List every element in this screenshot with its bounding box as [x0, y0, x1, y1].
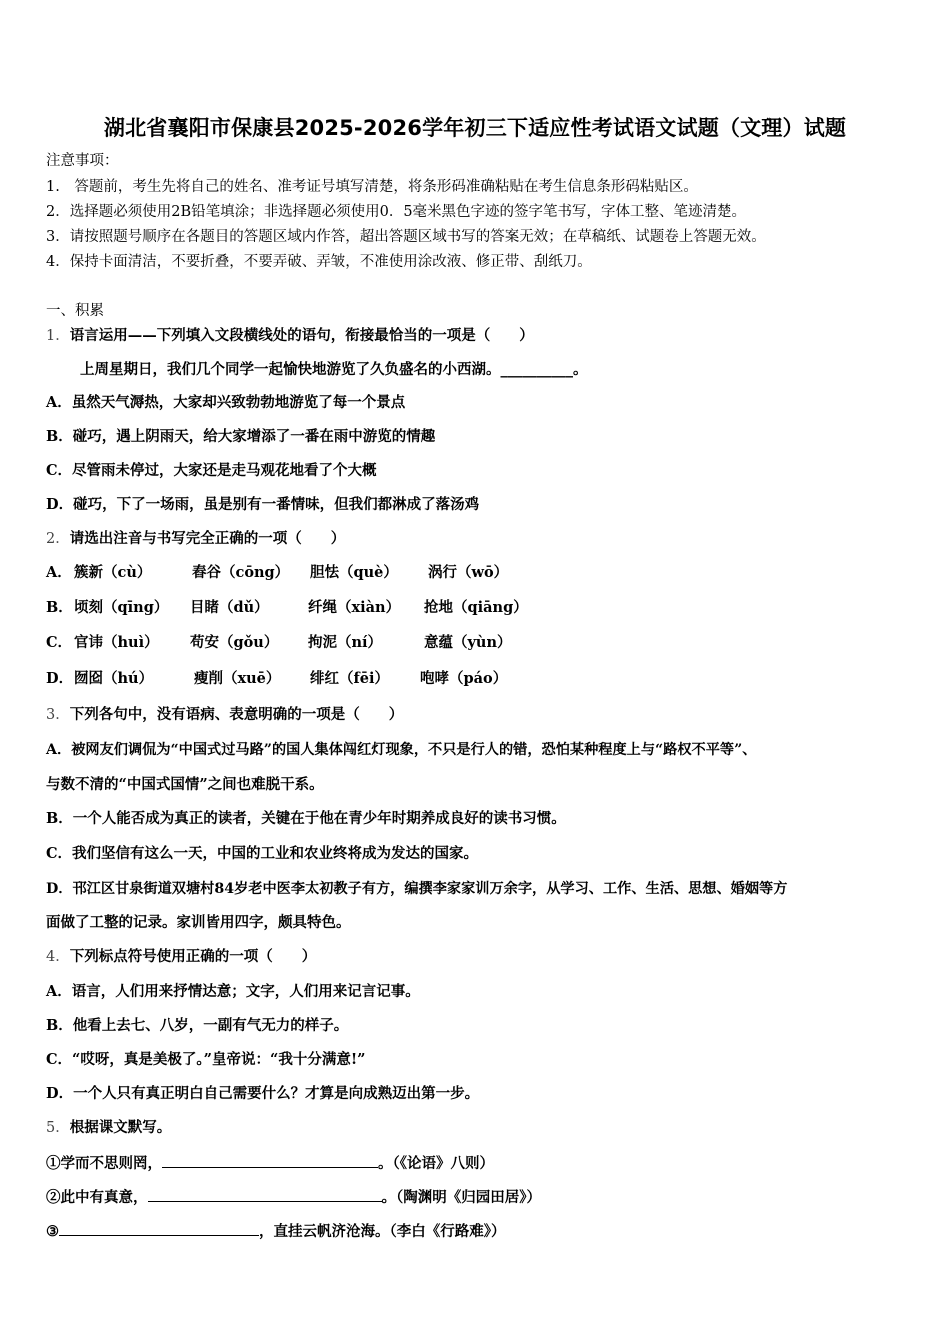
- q1-option-a: [46, 394, 405, 412]
- option-label: D．: [46, 496, 74, 513]
- notice-item-3: 3．请按照题号顺序在各题目的答题区域内作答，超出答题区域书写的答案无效；在草稿纸、试题卷上答题无效。: [46, 229, 766, 245]
- option-label: A．: [46, 564, 72, 581]
- option-item: 抢地（qiāng）: [424, 599, 528, 616]
- q4-option-b: [46, 1017, 348, 1035]
- notice-item-1: 1. 答题前，考生先将自己的姓名、准考证号填写清楚，将条形码准确粘贴在考生信息条形码粘贴区。: [46, 179, 698, 195]
- q4-option-d: [46, 1085, 479, 1103]
- option-label: A．: [46, 394, 72, 411]
- option-text: 语言，人们用来抒情达意；文字，人们用来记言记事。: [71, 983, 420, 1000]
- option-item: 苟安（gǒu）: [190, 634, 279, 651]
- dictation-prompt: ②此中有真意，: [46, 1189, 148, 1206]
- q1-option-b: [46, 428, 435, 446]
- option-text: 虽然天气溽热，大家却兴致勃勃地游览了每一个景点: [71, 394, 406, 411]
- answer-blank[interactable]: [59, 1221, 259, 1236]
- q2-option-d: [46, 670, 507, 688]
- q1-option-d: [46, 496, 479, 514]
- notice-heading: 注意事项：: [46, 153, 119, 169]
- option-item: 官讳（huì）: [74, 634, 159, 651]
- option-label: A．: [46, 983, 72, 1000]
- question-text: 下列标点符号使用正确的一项（ ）: [69, 948, 317, 965]
- question-text: 根据课文默写。: [69, 1119, 172, 1136]
- question-number: 3．: [46, 707, 70, 723]
- q3-option-d-line2: 面做了工整的记录。家训皆用四字，颇具特色。: [46, 914, 351, 931]
- notice-item-2: 2．选择题必须使用2B铅笔填涂；非选择题必须使用0．5毫米黑色字迹的签字笔书写，字体工整、笔迹清楚。: [46, 204, 747, 220]
- option-label: C．: [46, 634, 73, 651]
- option-item: 瘦削（xuē）: [194, 670, 281, 687]
- question-4-stem: [46, 948, 316, 966]
- q3-option-b: B．一个人能否成为真正的读者，关键在于他在青少年时期养成良好的读书习惯。: [46, 810, 566, 827]
- q2-option-a: [46, 564, 508, 582]
- q2-option-c: [46, 634, 512, 652]
- dictation-prompt: ③: [46, 1223, 59, 1240]
- q5-line-2: [46, 1187, 541, 1207]
- option-item: 簇新（cù）: [74, 564, 152, 581]
- question-number: 5．: [46, 1120, 70, 1136]
- question-text: 语言运用——下列填入文段横线处的语句，衔接最恰当的一项是（ ）: [69, 327, 534, 344]
- question-2-stem: [46, 530, 345, 548]
- option-text: 尽管雨未停过，大家还是走马观花地看了个大概: [72, 462, 377, 479]
- option-item: 涡行（wō）: [428, 564, 509, 581]
- q1-option-c: [46, 462, 377, 480]
- option-text: 一个人只有真正明白自己需要什么？才算是向成熟迈出第一步。: [73, 1085, 480, 1102]
- option-label: B．: [46, 1017, 73, 1034]
- option-item: 咆哮（páo）: [420, 670, 508, 687]
- page-title: 湖北省襄阳市保康县2025-2026学年初三下适应性考试语文试题（文理）试题: [103, 116, 847, 140]
- option-text: “哎呀，真是美极了。”皇帝说：“我十分满意!”: [72, 1051, 366, 1068]
- question-3-stem: [46, 706, 403, 724]
- question-text: 请选出注音与书写完全正确的一项（ ）: [69, 530, 346, 547]
- question-text: 下列各句中，没有语病、表意明确的一项是（ ）: [69, 706, 404, 723]
- dictation-source: 。（陶渊明《归园田居》）: [381, 1189, 541, 1206]
- option-item: 意蕴（yùn）: [424, 634, 512, 651]
- answer-blank[interactable]: [148, 1187, 382, 1202]
- question-number: 2．: [46, 531, 70, 547]
- option-text: 他看上去七、八岁，一副有气无力的样子。: [72, 1017, 349, 1034]
- option-item: 绯红（fēi）: [310, 670, 389, 687]
- question-1-passage: 上周星期日，我们几个同学一起愉快地游览了久负盛名的小西湖。__________。: [80, 361, 588, 378]
- option-label: B．: [46, 599, 73, 616]
- option-item: 拘泥（ní）: [308, 634, 383, 651]
- option-label: D．: [46, 670, 74, 687]
- option-label: D．: [46, 1085, 74, 1102]
- dictation-source: 。（《论语》八则）: [378, 1155, 494, 1172]
- question-5-stem: [46, 1119, 171, 1137]
- q3-option-d-line1: D．邗江区甘泉街道双塘村84岁老中医李太初教子有方，编撰李家家训万余字，从学习、工作、生活、思想、婚姻等方: [46, 881, 788, 897]
- notice-item-4: 4．保持卡面清洁，不要折叠，不要弄破、弄皱，不准使用涂改液、修正带、刮纸刀。: [46, 254, 592, 270]
- option-item: 顷刻（qīng）: [74, 599, 169, 616]
- option-item: 目睹（dǔ）: [190, 599, 269, 616]
- option-item: 胆怯（què）: [310, 564, 398, 581]
- q4-option-a: [46, 983, 420, 1001]
- option-text: 碰巧，遇上阴雨天，给大家增添了一番在雨中游览的情趣: [72, 428, 436, 445]
- section-heading: 一、积累: [46, 303, 104, 319]
- q3-option-c: C．我们坚信有这么一天，中国的工业和农业终将成为发达的国家。: [46, 845, 479, 862]
- dictation-source: ，直挂云帆济沧海。（李白《行路难》）: [259, 1223, 506, 1240]
- option-label: C．: [46, 462, 73, 479]
- dictation-prompt: ①学而不思则罔，: [46, 1155, 162, 1172]
- option-item: 纤绳（xiàn）: [308, 599, 401, 616]
- option-text: 碰巧，下了一场雨，虽是别有一番情味，但我们都淋成了落汤鸡: [73, 496, 480, 513]
- option-item: 舂谷（cōng）: [192, 564, 290, 581]
- q5-line-3: [46, 1221, 506, 1241]
- question-number: 1．: [46, 328, 70, 344]
- option-label: B．: [46, 428, 73, 445]
- q4-option-c: [46, 1051, 366, 1069]
- q3-option-a-line2: 与数不清的“中国式国情”之间也难脱干系。: [46, 776, 324, 793]
- question-number: 4．: [46, 949, 70, 965]
- q2-option-b: [46, 599, 528, 617]
- answer-blank[interactable]: [162, 1153, 378, 1168]
- question-1-stem: [46, 327, 534, 345]
- option-label: C．: [46, 1051, 73, 1068]
- q3-option-a-line1: A．被网友们调侃为“中国式过马路”的国人集体闯红灯现象，不只是行人的错，恐怕某种程度上与“路权不平等”、: [46, 742, 757, 758]
- option-item: 囫囵（hú）: [74, 670, 154, 687]
- q5-line-1: [46, 1153, 494, 1173]
